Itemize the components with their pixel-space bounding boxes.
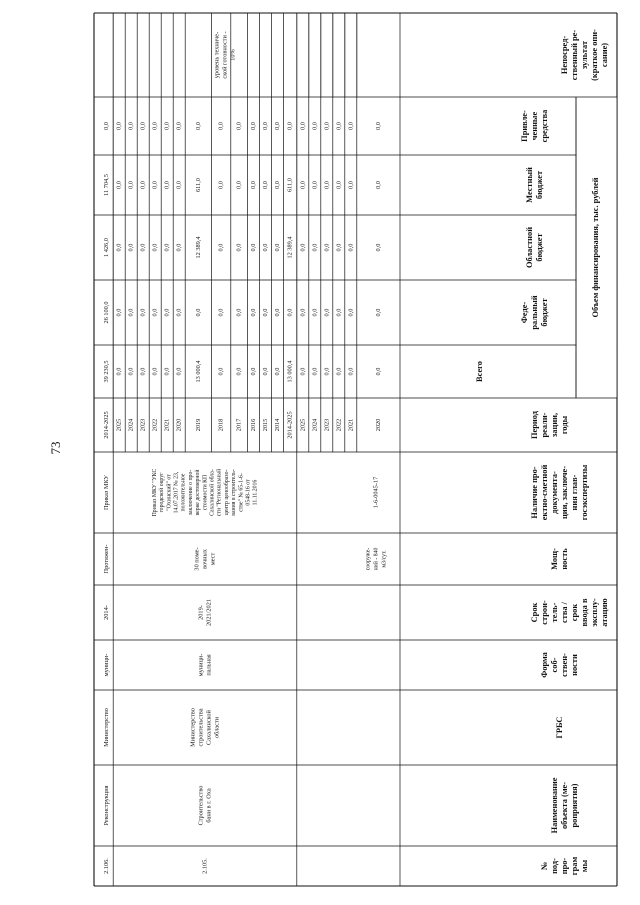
cell-attracted: 0,0 <box>335 122 343 130</box>
cell-local: 0,0 <box>335 181 343 189</box>
cell-attracted: 0,0 <box>286 122 294 130</box>
row-year: 2023 <box>323 418 331 432</box>
object-2105-form: муници- <box>197 653 205 677</box>
header-num: мы <box>579 859 589 873</box>
header-local: бюджет <box>534 170 544 200</box>
cell-regional: 12 389,4 <box>194 236 202 259</box>
cell-federal: 26 100,0 <box>103 301 111 324</box>
top-block-power: м3/сут. <box>381 550 388 568</box>
object-2106-power: Протяжен- <box>103 544 111 574</box>
object-2105-docs: Приказ МКУ "УКС <box>151 468 158 517</box>
header-docs: ния глав- <box>569 474 579 511</box>
cell-federal: 0,0 <box>299 308 307 317</box>
cell-regional: 1 426,0 <box>103 238 111 257</box>
row-year: 2017 <box>235 418 243 432</box>
cell-federal: 0,0 <box>262 308 270 317</box>
header-grbs: ГРБС <box>554 716 564 739</box>
header-federal: Феде- <box>519 301 529 324</box>
cell-attracted: 0,0 <box>262 122 270 130</box>
row-year: 2018 <box>217 418 225 432</box>
cell-total: 0,0 <box>235 367 243 376</box>
header-funding-group: Объем финансирования, тыс. рублей <box>590 177 600 318</box>
header-result: сание) <box>599 42 609 68</box>
cell-local: 0,0 <box>235 181 243 189</box>
cell-federal: 0,0 <box>163 308 171 317</box>
cell-federal: 0,0 <box>250 308 258 317</box>
cell-regional: 0,0 <box>311 243 319 252</box>
cell-attracted: 0,0 <box>139 122 147 130</box>
cell-local: 0,0 <box>311 181 319 189</box>
cell-local: 0,0 <box>274 181 282 189</box>
object-2106-docs: Приказ МКУ <box>103 474 111 511</box>
cell-federal: 0,0 <box>115 308 123 317</box>
cell-total: 0,0 <box>374 367 382 376</box>
cell-total: 0,0 <box>262 367 270 376</box>
cell-total: 0,0 <box>115 367 123 376</box>
header-name: роприятия) <box>569 783 579 828</box>
object-2105-docs: 14.07.2017 № 23, <box>173 471 180 514</box>
cell-attracted: 0,0 <box>250 122 258 130</box>
cell-total: 0,0 <box>250 367 258 376</box>
row-year: 2014-2025 <box>286 411 294 439</box>
cell-regional: 0,0 <box>139 243 147 252</box>
cell-local: 0,0 <box>299 181 307 189</box>
cell-local: 0,0 <box>163 181 171 189</box>
object-2105-docs: положительное <box>180 473 187 512</box>
cell-local: 0,0 <box>115 181 123 189</box>
header-term: Срок <box>529 602 539 623</box>
cell-federal: 0,0 <box>335 308 343 317</box>
header-result: зультат <box>579 40 589 70</box>
cell-local: 0,0 <box>374 181 382 189</box>
cell-total: 13 000,4 <box>194 360 202 383</box>
cell-regional: 0,0 <box>250 243 258 252</box>
cell-total: 0,0 <box>311 367 319 376</box>
cell-local: 11 704,5 <box>103 174 111 196</box>
cell-attracted: 0,0 <box>311 122 319 130</box>
cell-local: 0,0 <box>217 181 225 189</box>
header-term: ства / <box>559 602 569 623</box>
cell-federal: 0,0 <box>151 308 159 317</box>
row-year: 2014 <box>274 418 282 432</box>
header-name: Наименование <box>549 777 559 834</box>
object-2105-result: 10% <box>229 49 237 61</box>
cell-regional: 0,0 <box>347 243 355 252</box>
header-attracted: ченные <box>529 111 539 141</box>
cell-total: 39 230,5 <box>103 360 111 383</box>
cell-attracted: 0,0 <box>175 122 183 130</box>
object-2105-term: 2021/2021 <box>205 599 213 626</box>
object-2106-num: 2.106. <box>103 858 111 874</box>
cell-federal: 0,0 <box>323 308 331 317</box>
row-year: 2020 <box>175 418 183 432</box>
cell-attracted: 0,0 <box>127 122 135 130</box>
cell-regional: 0,0 <box>262 243 270 252</box>
header-docs: ции, заключе- <box>559 465 569 520</box>
header-period: Период <box>529 411 539 439</box>
cell-regional: 0,0 <box>217 243 225 252</box>
row-year: 2025 <box>299 418 307 432</box>
header-term: строи- <box>539 600 549 625</box>
header-form: Форма <box>539 652 549 678</box>
cell-total: 0,0 <box>299 367 307 376</box>
object-2105-grbs: области <box>213 716 221 739</box>
object-2105-grbs: Сахалинской <box>205 710 213 745</box>
header-form: ности <box>569 654 579 676</box>
cell-total: 0,0 <box>335 367 343 376</box>
object-2105-name: бани в г. Оха <box>205 788 213 823</box>
cell-total: 0,0 <box>175 367 183 376</box>
object-2105-term: 2019- <box>197 605 205 620</box>
header-docs: Наличие про- <box>529 466 539 519</box>
row-year: 2022 <box>335 418 343 432</box>
cell-federal: 0,0 <box>311 308 319 317</box>
top-block-power: сооруже- <box>365 547 372 571</box>
cell-federal: 0,0 <box>217 308 225 317</box>
cell-regional: 0,0 <box>335 243 343 252</box>
object-2105-docs: заключение о про- <box>187 469 194 516</box>
cell-local: 0,0 <box>139 181 147 189</box>
header-period: зации, <box>549 412 559 438</box>
cell-local: 0,0 <box>347 181 355 189</box>
header-term: эксплу- <box>589 598 599 627</box>
cell-regional: 0,0 <box>274 243 282 252</box>
cell-regional: 0,0 <box>115 243 123 252</box>
header-period: годы <box>559 415 569 435</box>
object-2105-power: мест <box>209 552 217 566</box>
header-num: про- <box>559 857 569 875</box>
cell-federal: 0,0 <box>194 308 202 317</box>
header-regional: бюджет <box>534 233 544 262</box>
cell-total: 0,0 <box>139 367 147 376</box>
cell-regional: 0,0 <box>323 243 331 252</box>
header-federal: ральный <box>529 295 539 330</box>
row-year: 2025 <box>115 418 123 432</box>
row-year: 2024 <box>311 418 319 432</box>
header-form: ствен- <box>559 653 569 677</box>
row-year: 2020 <box>374 418 382 432</box>
object-2105-docs: стоимости КП <box>202 474 209 511</box>
object-2105-power: 30 поме- <box>193 547 201 571</box>
header-period: реали- <box>539 412 549 438</box>
header-result: ственный ре- <box>569 29 579 81</box>
cell-attracted: 0,0 <box>103 122 111 130</box>
cell-federal: 0,0 <box>374 308 382 317</box>
page-number: 73 <box>48 441 63 455</box>
header-power: Мощ- <box>549 548 559 570</box>
cell-federal: 0,0 <box>235 308 243 317</box>
cell-local: 611,0 <box>286 178 294 192</box>
row-year: 2023 <box>139 418 147 432</box>
cell-regional: 0,0 <box>299 243 307 252</box>
object-2105-docs: Сахалинской обла- <box>209 469 216 516</box>
cell-total: 0,0 <box>217 367 225 376</box>
cell-regional: 0,0 <box>127 243 135 252</box>
header-term: срок <box>569 603 579 622</box>
cell-total: 0,0 <box>347 367 355 376</box>
cell-attracted: 0,0 <box>217 122 225 130</box>
cell-local: 0,0 <box>250 181 258 189</box>
top-block-power: ний - 840 <box>373 547 380 571</box>
cell-total: 0,0 <box>163 367 171 376</box>
object-2105-name: Строительство <box>197 785 205 826</box>
header-num: грам <box>569 856 579 876</box>
cell-attracted: 0,0 <box>274 122 282 130</box>
object-2105-docs: вания в строитель- <box>231 469 238 516</box>
row-year: 2015 <box>262 418 270 432</box>
header-name: объекта (ме- <box>559 781 569 830</box>
row-year: 2016 <box>250 418 258 432</box>
header-docs: госэкспертизы <box>579 464 589 521</box>
cell-attracted: 0,0 <box>323 122 331 130</box>
header-term: атацию <box>599 598 609 627</box>
object-2106-form: муници- <box>103 653 111 677</box>
header-result: Непосред- <box>559 35 569 75</box>
object-2105-grbs: строительства <box>197 708 205 747</box>
object-2106-name: Реконструкция <box>103 785 111 826</box>
object-2105-docs: сти "Региональный <box>216 468 223 517</box>
header-num: под- <box>549 858 559 874</box>
header-docs: ектно-сметной <box>539 464 549 521</box>
object-2105-docs: 0548-16 от <box>245 479 252 506</box>
cell-local: 0,0 <box>151 181 159 189</box>
header-num: № <box>539 861 549 871</box>
top-block-docs: 1-6-0045-17 <box>372 476 380 509</box>
cell-local: 0,0 <box>323 181 331 189</box>
object-2105-docs: городской округ <box>159 472 166 513</box>
object-2105-result: уровень техниче- <box>213 31 221 79</box>
header-form: соб- <box>549 657 559 673</box>
header-term: тель- <box>549 602 559 623</box>
cell-regional: 0,0 <box>163 243 171 252</box>
cell-local: 0,0 <box>262 181 270 189</box>
cell-federal: 0,0 <box>139 308 147 317</box>
object-2106-term: 2014- <box>103 605 111 620</box>
row-year: 2021 <box>347 418 355 432</box>
object-2106-grbs: Министерство <box>103 708 111 747</box>
header-docs: документа- <box>549 471 559 514</box>
object-2105-docs: верке достоверной <box>195 469 202 516</box>
cell-attracted: 0,0 <box>115 122 123 130</box>
cell-local: 0,0 <box>127 181 135 189</box>
row-year: 2014-2025 <box>103 411 111 439</box>
cell-local: 611,0 <box>194 178 202 192</box>
object-2105-form: пальная <box>205 654 213 676</box>
cell-local: 0,0 <box>175 181 183 189</box>
cell-attracted: 0,0 <box>299 122 307 130</box>
object-2105-grbs: Министерство <box>189 708 197 747</box>
header-regional: Областной <box>524 226 534 269</box>
object-2105-docs: центр ценообразо- <box>223 469 230 516</box>
cell-regional: 12 389,4 <box>286 236 294 259</box>
cell-federal: 0,0 <box>127 308 135 317</box>
cell-total: 0,0 <box>127 367 135 376</box>
header-power: ность <box>559 548 569 570</box>
cell-total: 0,0 <box>151 367 159 376</box>
row-year: 2022 <box>151 418 159 432</box>
header-federal: бюджет <box>539 298 549 327</box>
cell-federal: 0,0 <box>286 308 294 317</box>
header-attracted: Привле- <box>519 110 529 142</box>
cell-federal: 0,0 <box>175 308 183 317</box>
cell-total: 0,0 <box>274 367 282 376</box>
cell-regional: 0,0 <box>151 243 159 252</box>
object-2105-docs: 11.11.2016 <box>252 479 259 506</box>
header-total: Всего <box>474 361 484 382</box>
cell-regional: 0,0 <box>374 243 382 252</box>
cell-regional: 0,0 <box>235 243 243 252</box>
object-2105-power: вочных <box>201 549 209 569</box>
cell-attracted: 0,0 <box>235 122 243 130</box>
cell-attracted: 0,0 <box>374 122 382 130</box>
cell-attracted: 0,0 <box>151 122 159 130</box>
row-year: 2019 <box>194 418 202 432</box>
cell-federal: 0,0 <box>347 308 355 317</box>
header-local: Местный <box>524 167 534 203</box>
cell-total: 0,0 <box>323 367 331 376</box>
header-result: (краткое опи- <box>589 29 599 81</box>
object-2105-result: ской готовности - <box>221 31 229 79</box>
cell-regional: 0,0 <box>175 243 183 252</box>
object-2105-docs: "Охинский" от <box>166 474 173 511</box>
header-attracted: средства <box>539 109 549 143</box>
cell-total: 13 000,4 <box>286 360 294 383</box>
row-year: 2024 <box>127 418 135 432</box>
object-2105-docs: стве" № 65-1-6- <box>238 473 245 512</box>
cell-attracted: 0,0 <box>194 122 202 130</box>
cell-attracted: 0,0 <box>347 122 355 130</box>
row-year: 2021 <box>163 418 171 432</box>
header-term: ввода в <box>579 598 589 627</box>
cell-attracted: 0,0 <box>163 122 171 130</box>
cell-federal: 0,0 <box>274 308 282 317</box>
object-2105-num: 2.105. <box>201 858 209 874</box>
